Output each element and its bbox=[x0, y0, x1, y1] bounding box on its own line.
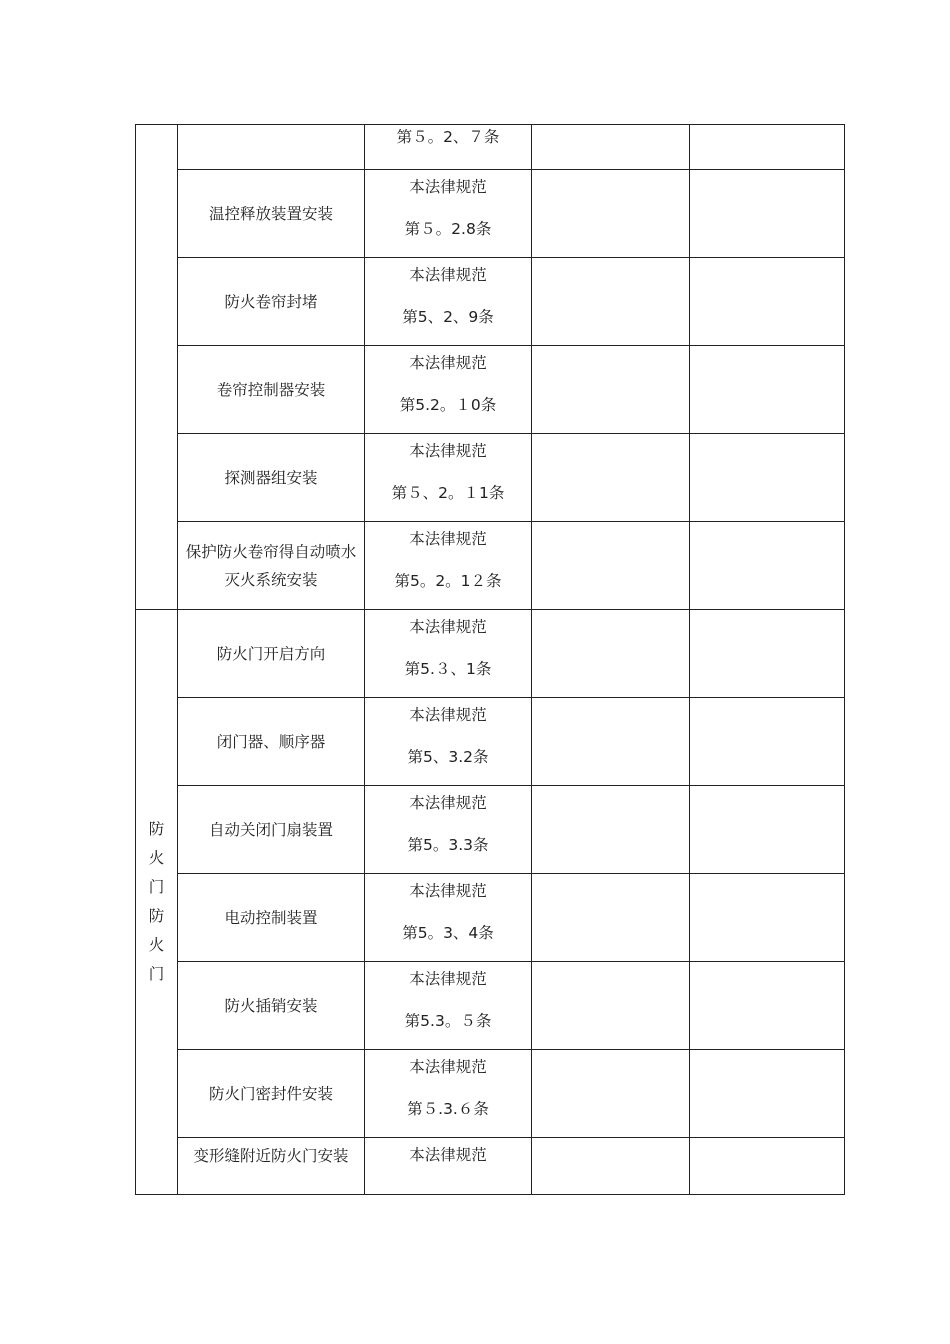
item-cell: 变形缝附近防火门安装 bbox=[178, 1138, 365, 1195]
remark-cell bbox=[690, 434, 845, 522]
result-cell bbox=[532, 874, 690, 962]
remark-cell bbox=[690, 610, 845, 698]
item-cell: 防火卷帘封堵 bbox=[178, 258, 365, 346]
item-cell: 防火门密封件安装 bbox=[178, 1050, 365, 1138]
result-cell bbox=[532, 786, 690, 874]
remark-cell bbox=[690, 346, 845, 434]
category-label: 防火门 bbox=[148, 907, 165, 983]
category-label: 防火门 bbox=[148, 820, 165, 896]
result-cell bbox=[532, 434, 690, 522]
reference-cell: 第５。2、７条 bbox=[365, 125, 532, 170]
item-cell: 温控释放装置安装 bbox=[178, 170, 365, 258]
item-cell: 闭门器、顺序器 bbox=[178, 698, 365, 786]
reference-cell: 本法律规范 第5.2。１0条 bbox=[365, 346, 532, 434]
item-cell: 自动关闭门扇装置 bbox=[178, 786, 365, 874]
item-cell: 保护防火卷帘得自动喷水灭火系统安装 bbox=[178, 522, 365, 610]
table-row bbox=[136, 1138, 845, 1195]
result-cell bbox=[532, 125, 690, 170]
reference-cell: 本法律规范 第5。3、4条 bbox=[365, 874, 532, 962]
remark-cell bbox=[690, 698, 845, 786]
remark-cell bbox=[690, 786, 845, 874]
item-cell: 卷帘控制器安装 bbox=[178, 346, 365, 434]
reference-cell: 本法律规范 第5.3。５条 bbox=[365, 962, 532, 1050]
category-cell bbox=[136, 125, 178, 610]
remark-cell bbox=[690, 258, 845, 346]
result-cell bbox=[532, 346, 690, 434]
reference-cell: 本法律规范 第５。2.8条 bbox=[365, 170, 532, 258]
remark-cell bbox=[690, 962, 845, 1050]
table-row bbox=[136, 434, 845, 522]
remark-cell bbox=[690, 170, 845, 258]
table-row bbox=[136, 522, 845, 610]
reference-cell: 本法律规范 第5。3.3条 bbox=[365, 786, 532, 874]
item-cell: 电动控制装置 bbox=[178, 874, 365, 962]
item-cell bbox=[178, 125, 365, 170]
table-row bbox=[136, 786, 845, 874]
remark-cell bbox=[690, 874, 845, 962]
remark-cell bbox=[690, 125, 845, 170]
table-row bbox=[136, 258, 845, 346]
table-row bbox=[136, 125, 845, 170]
category-cell-fire-door bbox=[136, 610, 178, 1195]
reference-cell: 本法律规范 第５、2。１1条 bbox=[365, 434, 532, 522]
reference-cell: 本法律规范 bbox=[365, 1138, 532, 1195]
result-cell bbox=[532, 962, 690, 1050]
remark-cell bbox=[690, 1050, 845, 1138]
table-row bbox=[136, 1050, 845, 1138]
result-cell bbox=[532, 170, 690, 258]
result-cell bbox=[532, 698, 690, 786]
reference-cell: 本法律规范 第５.3.６条 bbox=[365, 1050, 532, 1138]
inspection-table bbox=[135, 124, 845, 1195]
result-cell bbox=[532, 258, 690, 346]
reference-cell: 本法律规范 第5。2。1２条 bbox=[365, 522, 532, 610]
table-row bbox=[136, 170, 845, 258]
item-cell: 防火插销安装 bbox=[178, 962, 365, 1050]
remark-cell bbox=[690, 522, 845, 610]
table-row bbox=[136, 962, 845, 1050]
table-row bbox=[136, 610, 845, 698]
reference-cell: 本法律规范 第5.３、1条 bbox=[365, 610, 532, 698]
table-row bbox=[136, 698, 845, 786]
result-cell bbox=[532, 610, 690, 698]
table-row bbox=[136, 874, 845, 962]
remark-cell bbox=[690, 1138, 845, 1195]
result-cell bbox=[532, 1050, 690, 1138]
table-row bbox=[136, 346, 845, 434]
item-cell: 防火门开启方向 bbox=[178, 610, 365, 698]
item-cell: 探测器组安装 bbox=[178, 434, 365, 522]
reference-cell: 本法律规范 第5、3.2条 bbox=[365, 698, 532, 786]
result-cell bbox=[532, 1138, 690, 1195]
reference-cell: 本法律规范 第5、2、9条 bbox=[365, 258, 532, 346]
result-cell bbox=[532, 522, 690, 610]
